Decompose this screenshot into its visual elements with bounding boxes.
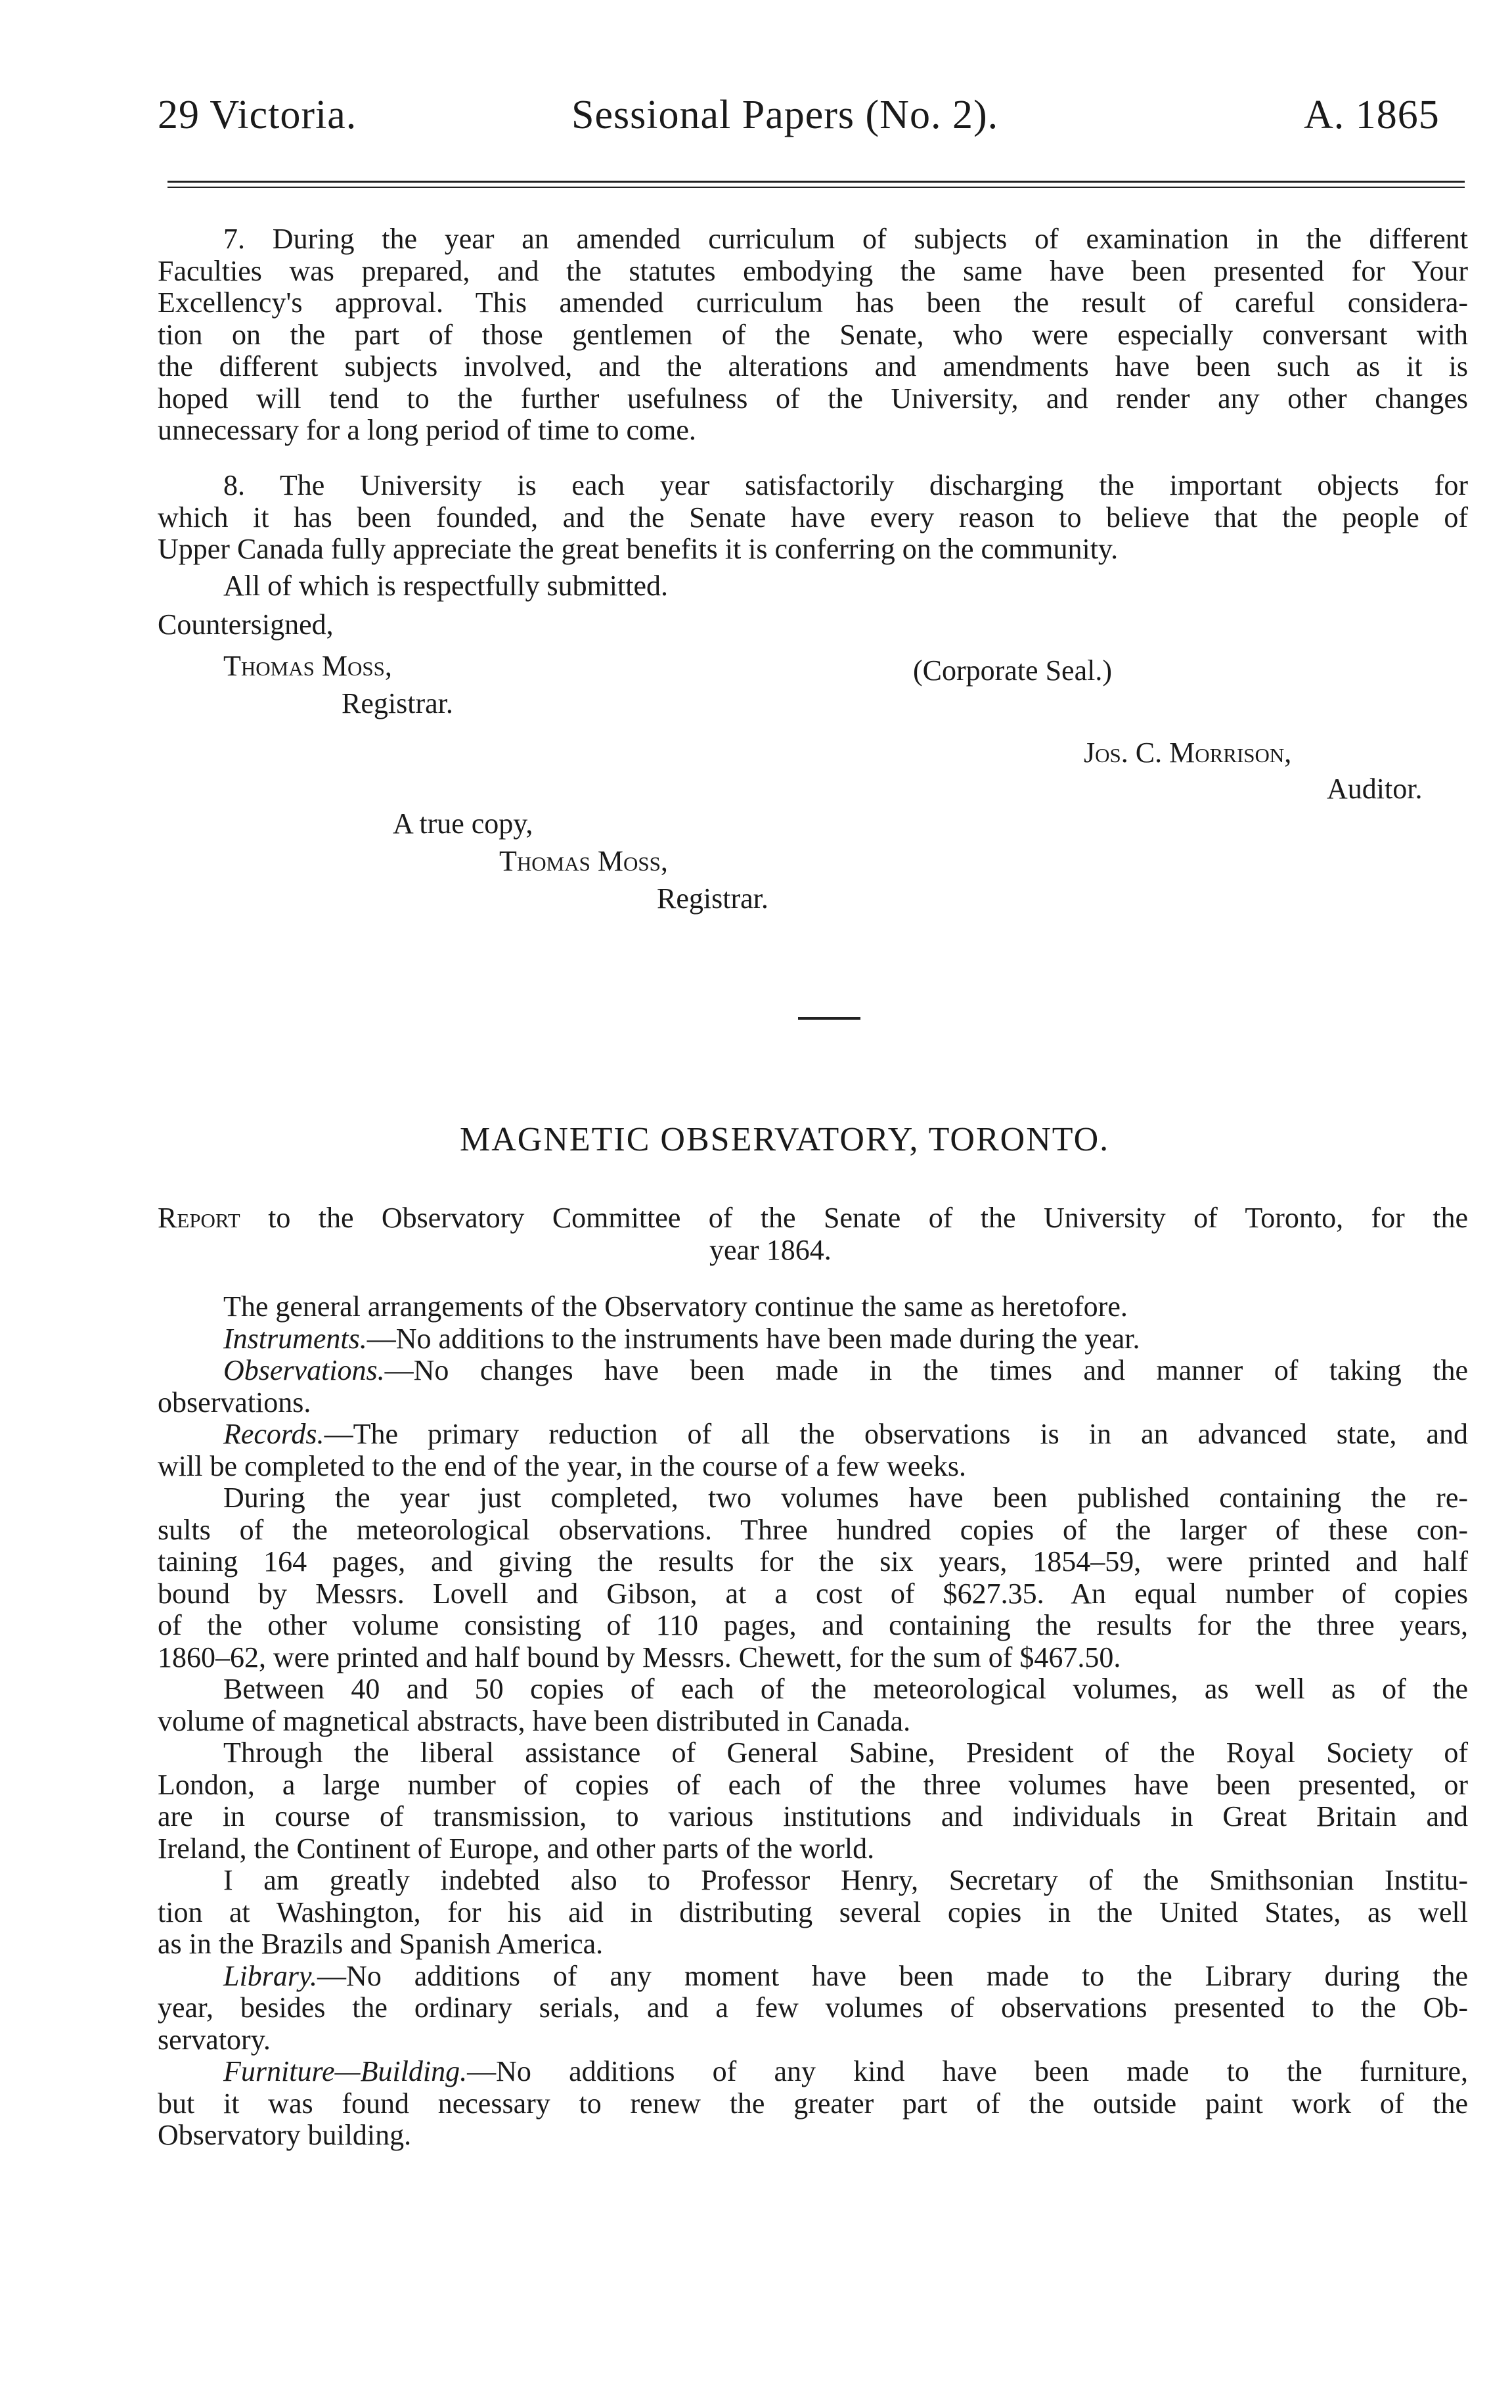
sabine-line-1: Through the liberal assistance of General Sabine, President of the Royal Society of (223, 1737, 1468, 1769)
henry-line-2: tion at Washington, for his aid in distributing several copies in the United States, as well (158, 1896, 1468, 1928)
para7-line-3: Excellency's approval. This amended curriculum has been the result of careful considera- (158, 286, 1468, 319)
henry-line-1: I am greatly indebted also to Professor Henry, Secretary of the Smithsonian Institu- (223, 1864, 1468, 1896)
distributed-line-1: Between 40 and 50 copies of each of the meteorological volumes, as well as of the (223, 1673, 1468, 1705)
records-label: Records. (223, 1418, 324, 1450)
para7-line-2: Faculties was prepared, and the statutes embodying the same have been presented for Your (158, 254, 1468, 287)
para7-line-1: 7. During the year an amended curriculum of subjects of examination in the different (223, 223, 1468, 255)
header-rule-bottom (167, 187, 1465, 188)
furniture-line-3: Observatory building. (158, 2119, 412, 2151)
para7-line-7: unnecessary for a long period of time to come. (158, 414, 696, 446)
volumes-line-5: of the other volume consisting of 110 pages, and containing the results for the three years, (158, 1609, 1468, 1641)
report-heading-rest: to the Observatory Committee of the Senate of the University of Toronto, for the (240, 1202, 1468, 1234)
moss-title: Registrar. (342, 687, 453, 719)
para7-line-5: the different subjects involved, and the alterations and amendments have been such as it is (158, 350, 1468, 382)
sabine-line-4: Ireland, the Continent of Europe, and other parts of the world. (158, 1832, 875, 1865)
header-rule-top (167, 181, 1465, 183)
library-text: —No additions of any moment have been made to the Library during the (317, 1959, 1468, 1992)
library-label: Library. (223, 1959, 318, 1992)
observations-line-2: observations. (158, 1386, 311, 1419)
library-line-1 (158, 1961, 1468, 1993)
section-divider (798, 1017, 860, 1020)
sabine-line-2: London, a large number of copies of each of the three volumes have been presented, or (158, 1768, 1468, 1801)
instruments-label: Instruments. (223, 1322, 367, 1355)
furniture-line-1 (158, 2056, 1468, 2088)
records-text: —The primary reduction of all the observations is in an advanced state, and (324, 1418, 1468, 1450)
morrison-title: Auditor. (1327, 773, 1423, 805)
volumes-line-6: 1860–62, were printed and half bound by Messrs. Chewett, for the sum of $467.50. (158, 1641, 1121, 1673)
observations-label: Observations. (223, 1354, 385, 1386)
volumes-line-4: bound by Messrs. Lovell and Gibson, at a cost of $627.35. An equal number of copies (158, 1577, 1468, 1610)
closing-line: All of which is respectfully submitted. (223, 570, 668, 602)
countersigned-label: Countersigned, (158, 608, 334, 641)
library-line-3: servatory. (158, 2023, 271, 2056)
morrison-signature: Jos. C. Morrison, (1084, 737, 1292, 769)
paragraph-7 (158, 223, 1468, 447)
section-title: MAGNETIC OBSERVATORY, TORONTO. (460, 1121, 1110, 1158)
instruments-line (158, 1323, 1468, 1355)
distributed-line-2: volume of magnetical abstracts, have been distributed in Canada. (158, 1704, 911, 1737)
report-heading (158, 1202, 1468, 1266)
para8-line-2: which it has been founded, and the Senate have every reason to believe that the people of (158, 501, 1468, 534)
furniture-line-2: but it was found necessary to renew the greater part of the outside paint work of the (158, 2087, 1468, 2120)
corporate-seal: (Corporate Seal.) (913, 654, 1112, 687)
moss-signature: Thomas Moss, (223, 650, 392, 682)
volumes-line-2: sults of the meteorological observations. Three hundred copies of the larger of these con- (158, 1513, 1468, 1546)
header-title: Sessional Papers (No. 2). (571, 93, 999, 137)
header-session: 29 Victoria. (158, 93, 357, 137)
report-heading-report: Report (158, 1202, 240, 1234)
furniture-label: Furniture—Building. (223, 2055, 468, 2087)
true-copy-label: A true copy, (393, 807, 533, 840)
observations-text: —No changes have been made in the times and manner of taking the (384, 1354, 1468, 1386)
para8-line-1: 8. The University is each year satisfactorily discharging the important objects for (223, 469, 1468, 501)
header-year: A. 1865 (1304, 93, 1440, 137)
para7-line-6: hoped will tend to the further usefulness of the University, and render any other changes (158, 382, 1468, 415)
copy-moss-title: Registrar. (657, 882, 768, 915)
report-heading-line-2: year 1864. (709, 1233, 832, 1266)
sabine-line-3: are in course of transmission, to various institutions and individuals in Great Britain and (158, 1800, 1468, 1832)
henry-line-3: as in the Brazils and Spanish America. (158, 1928, 604, 1960)
paragraph-8 (158, 470, 1468, 566)
report-body (158, 1291, 1468, 2152)
library-line-2: year, besides the ordinary serials, and a few volumes of observations presented to the Ob- (158, 1991, 1468, 2024)
report-heading-line-1 (158, 1202, 1468, 1235)
para8-line-3: Upper Canada fully appreciate the great benefits it is conferring on the community. (158, 533, 1119, 565)
records-line-2: will be completed to the end of the year, in the course of a few weeks. (158, 1449, 967, 1482)
volumes-line-1: During the year just completed, two volumes have been published containing the re- (223, 1482, 1468, 1514)
copy-moss-signature: Thomas Moss, (499, 845, 668, 877)
volumes-line-3: taining 164 pages, and giving the results for the six years, 1854–59, were printed and half (158, 1545, 1468, 1578)
instruments-text: —No additions to the instruments have been made during the year. (367, 1322, 1140, 1355)
para7-line-4: tion on the part of those gentlemen of the Senate, who were especially conversant with (158, 318, 1468, 351)
observations-line-1 (158, 1355, 1468, 1387)
furniture-text: —No additions of any kind have been made to the furniture, (467, 2055, 1468, 2087)
general-line: The general arrangements of the Observatory continue the same as heretofore. (223, 1290, 1128, 1323)
records-line-1 (158, 1419, 1468, 1451)
